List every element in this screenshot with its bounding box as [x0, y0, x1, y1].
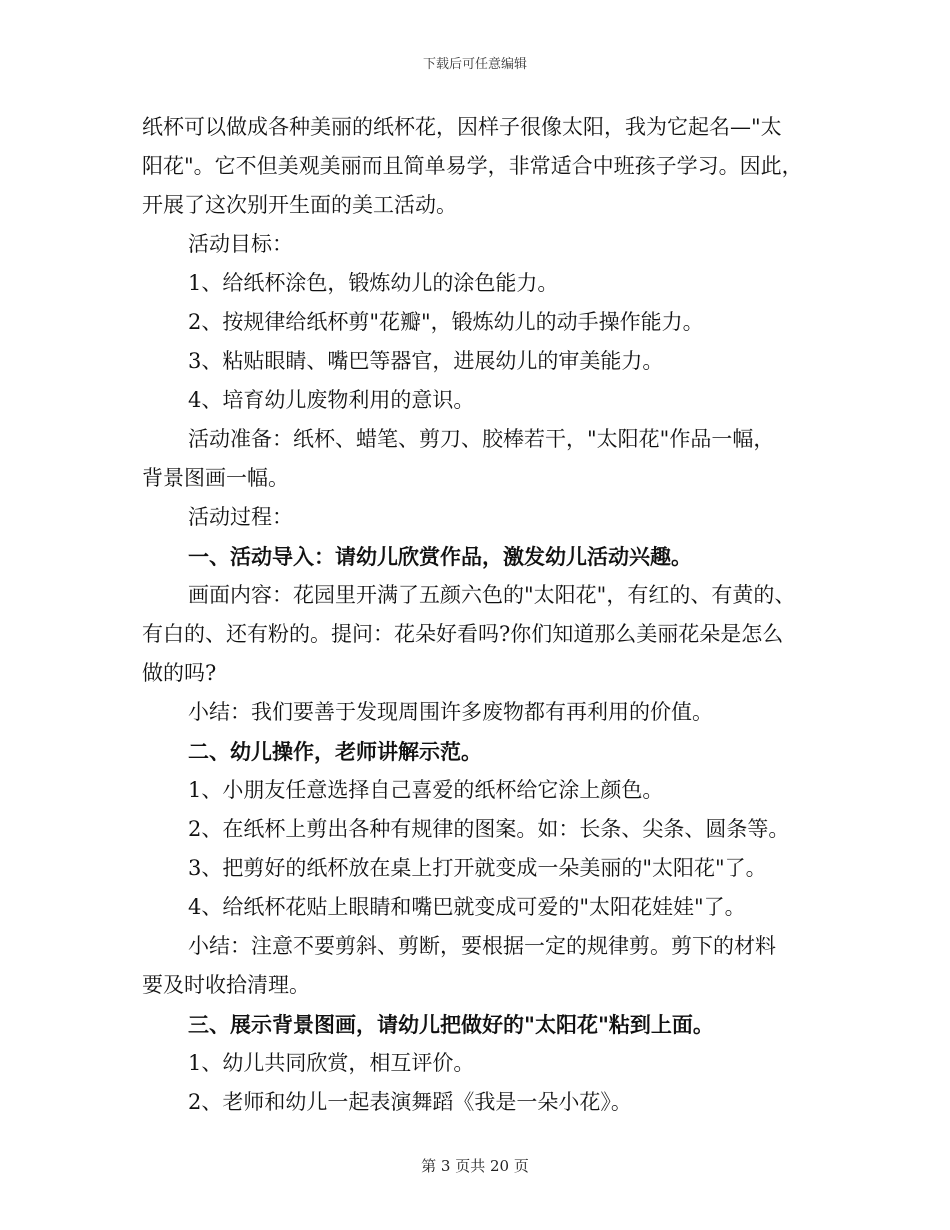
paragraph-line: 做的吗? [142, 661, 217, 685]
paragraph-line: 阳花"。它不但美观美丽而且简单易学，非常适合中班孩子学习。因此， [142, 154, 803, 178]
paragraph-line: 活动目标： [188, 232, 293, 256]
paragraph-line: 要及时收拾清理。 [142, 973, 310, 997]
paragraph-line: 2、在纸杯上剪出各种有规律的图案。如：长条、尖条、圆条等。 [188, 817, 790, 841]
paragraph-line: 3、粘贴眼睛、嘴巴等器官，进展幼儿的审美能力。 [188, 349, 664, 373]
section-heading: 一、活动导入：请幼儿欣赏作品，激发幼儿活动兴趣。 [188, 544, 692, 569]
paragraph-line: 背景图画一幅。 [142, 466, 289, 490]
paragraph-line: 4、给纸杯花贴上眼睛和嘴巴就变成可爱的"太阳花娃娃"了。 [188, 895, 746, 919]
page-header-note: 下载后可任意编辑 [422, 57, 527, 72]
paragraph-line: 2、按规律给纸杯剪"花瓣"，锻炼幼儿的动手操作能力。 [188, 310, 704, 334]
paragraph-line: 活动准备：纸杯、蜡笔、剪刀、胶棒若干，"太阳花"作品一幅， [188, 427, 775, 451]
paragraph-line: 活动过程： [188, 505, 293, 529]
paragraph-line: 4、培育幼儿废物利用的意识。 [188, 388, 475, 412]
page-number: 第 3 页共 20 页 [421, 1157, 529, 1175]
paragraph-line: 1、小朋友任意选择自己喜爱的纸杯给它涂上颜色。 [188, 778, 664, 802]
section-heading: 三、展示背景图画，请幼儿把做好的"太阳花"粘到上面。 [188, 1012, 714, 1037]
paragraph-line: 画面内容：花园里开满了五颜六色的"太阳花"，有红的、有黄的、 [188, 583, 796, 607]
paragraph-line: 1、幼儿共同欣赏，相互评价。 [188, 1051, 475, 1075]
paragraph-line: 1、给纸杯涂色，锻炼幼儿的涂色能力。 [188, 271, 559, 295]
paragraph-line: 3、把剪好的纸杯放在桌上打开就变成一朵美丽的"太阳花"了。 [188, 856, 767, 880]
paragraph-line: 有白的、还有粉的。提问：花朵好看吗?你们知道那么美丽花朵是怎么 [142, 622, 784, 646]
section-heading: 二、幼儿操作，老师讲解示范。 [188, 739, 482, 764]
paragraph-line: 小结：我们要善于发现周围许多废物都有再利用的价值。 [188, 700, 713, 724]
paragraph-line: 开展了这次别开生面的美工活动。 [142, 193, 457, 217]
paragraph-line: 2、老师和幼儿一起表演舞蹈《我是一朵小花》。 [188, 1090, 632, 1114]
paragraph-line: 纸杯可以做成各种美丽的纸杯花，因样子很像太阳，我为它起名—"太 [142, 115, 782, 139]
paragraph-line: 小结：注意不要剪斜、剪断，要根据一定的规律剪。剪下的材料 [188, 934, 776, 958]
document-body [142, 108, 812, 1122]
